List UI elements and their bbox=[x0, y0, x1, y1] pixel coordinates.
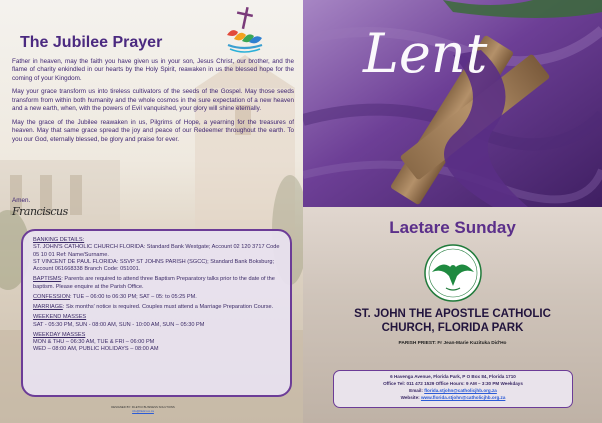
weekend-masses-section bbox=[33, 314, 282, 329]
contact-email-row bbox=[338, 388, 568, 395]
bank2-name: ST VINCENT DE PAUL FLORIDA: SSVP ST JOHNS PARISH (SGCC); bbox=[33, 258, 209, 265]
weekday-masses-line-2: WED – 08:00 AM, PUBLIC HOLIDAYS – 08:00 AM bbox=[33, 346, 159, 353]
confession-heading: CONFESSION bbox=[33, 293, 70, 300]
parish-eagle-logo-icon bbox=[424, 244, 482, 302]
prayer-paragraph-2: May your grace transform us into tireless cultivators of the seeds of the Gospel. May those seeds transform from within both humanity and the whole cosmos in the sure expectation of a new heaven and a new earth, when, with the powers of Evil vanquished, your glory will shine eternally. bbox=[12, 88, 294, 113]
bank-account-ssvp bbox=[33, 259, 282, 274]
right-panel bbox=[303, 0, 602, 423]
prayer-paragraph-1: Father in heaven, may the faith you have given us in your son, Jesus Christ, our brother, and the flame of charity enkindled in our hearts by the Holy Spirit, reawaken in us the blessed hope for the coming of your Kingdom. bbox=[12, 58, 294, 82]
contact-address: 6 Havenga Avenue, Florida Park, P O Box 84, Florida 1710 bbox=[390, 374, 516, 379]
designer-name: DESIGNED BY: FILETICI BUSINESS SOLUTIONS bbox=[111, 405, 175, 409]
marriage-heading: MARRIAGE bbox=[33, 304, 63, 311]
parish-info-box bbox=[21, 229, 292, 397]
banking-section bbox=[33, 237, 282, 273]
prayer-paragraph-3: May the grace of the Jubilee reawaken in us, Pilgrims of Hope, a yearning for the treasures of heaven. May that same grace spread the joy and peace of our Redeemer throughout the earth. To you our God, eternally blessed, be glory and praise for ever. bbox=[12, 118, 294, 143]
prayer-text bbox=[12, 58, 294, 149]
baptisms-heading: BAPTISMS bbox=[33, 276, 62, 283]
lent-script-text: Lent bbox=[363, 22, 488, 85]
contact-website-row bbox=[338, 395, 568, 402]
contact-phone-hours: Office Tel: 011 472 1529 Office Hours: 9 AM – 3:30 PM Weekdays bbox=[383, 380, 523, 386]
parish-priest: PARISH PRIEST: Fr Jean-Marie Kuzituka Did'Ho bbox=[398, 341, 507, 346]
bank2-detail: Standard Bank Boksburg; Account 061668338 Branch Code: 051001. bbox=[33, 258, 275, 273]
confession-section bbox=[33, 294, 282, 301]
weekend-masses-times: SAT - 05:30 PM, SUN - 08:00 AM, SUN - 10:00 AM, SUN – 05:30 PM bbox=[33, 321, 205, 328]
contact-website-link[interactable]: www.florida.stjohn@catholicjhb.org.za bbox=[420, 394, 506, 400]
weekday-masses-line-1: MON & THU – 06:30 AM, TUE & FRI – 06:00 PM bbox=[33, 339, 155, 346]
banking-heading: BANKING DETAILS: bbox=[33, 237, 85, 243]
weekday-masses-heading: WEEKDAY MASSES bbox=[33, 331, 86, 338]
church-name bbox=[303, 307, 602, 335]
weekday-masses-section bbox=[33, 332, 282, 354]
pope-signature: Franciscus bbox=[12, 205, 68, 218]
lent-cross-photo bbox=[303, 0, 602, 207]
jubilee-logo-icon bbox=[224, 5, 268, 55]
amen-text: Amen. bbox=[12, 197, 31, 204]
church-name-line-2: CHURCH, FLORIDA PARK bbox=[381, 322, 524, 335]
bank1-name: ST. JOHN'S CATHOLIC CHURCH FLORIDA: bbox=[33, 244, 146, 251]
marriage-section bbox=[33, 304, 282, 311]
contact-email-label: Email: bbox=[409, 387, 425, 393]
bank-account-church bbox=[33, 244, 282, 259]
baptisms-section bbox=[33, 276, 282, 291]
contact-box bbox=[333, 370, 573, 408]
designer-credit bbox=[108, 406, 178, 414]
baptisms-text: : Parents are required to attend three Baptism Preparatory talks prior to the date of the baptism. Please enquire at the Parish Office. bbox=[33, 276, 275, 290]
church-name-line-1: ST. JOHN THE APOSTLE CATHOLIC bbox=[354, 308, 551, 320]
contact-email-link[interactable]: florida.stjohn@catholicjhb.org.za bbox=[424, 387, 497, 393]
bank1-detail: Standard Bank Westgate; Account 02 120 3717 Code 05 10 01 Ref: Name/Surname. bbox=[33, 244, 280, 258]
jubilee-prayer-title: The Jubilee Prayer bbox=[20, 34, 163, 51]
laetare-sunday-title: Laetare Sunday bbox=[389, 218, 516, 237]
designer-email-link[interactable]: info@filetici.co.za bbox=[132, 408, 154, 413]
weekend-masses-heading: WEEKEND MASSES bbox=[33, 314, 87, 321]
marriage-text: : Six months' notice is required. Couples must attend a Marriage Preparation Course. bbox=[62, 304, 274, 311]
contact-website-label: Website: bbox=[400, 394, 421, 400]
confession-text: : TUE – 06:00 to 06:30 PM; SAT – 05: to 05:25 PM. bbox=[70, 293, 197, 300]
